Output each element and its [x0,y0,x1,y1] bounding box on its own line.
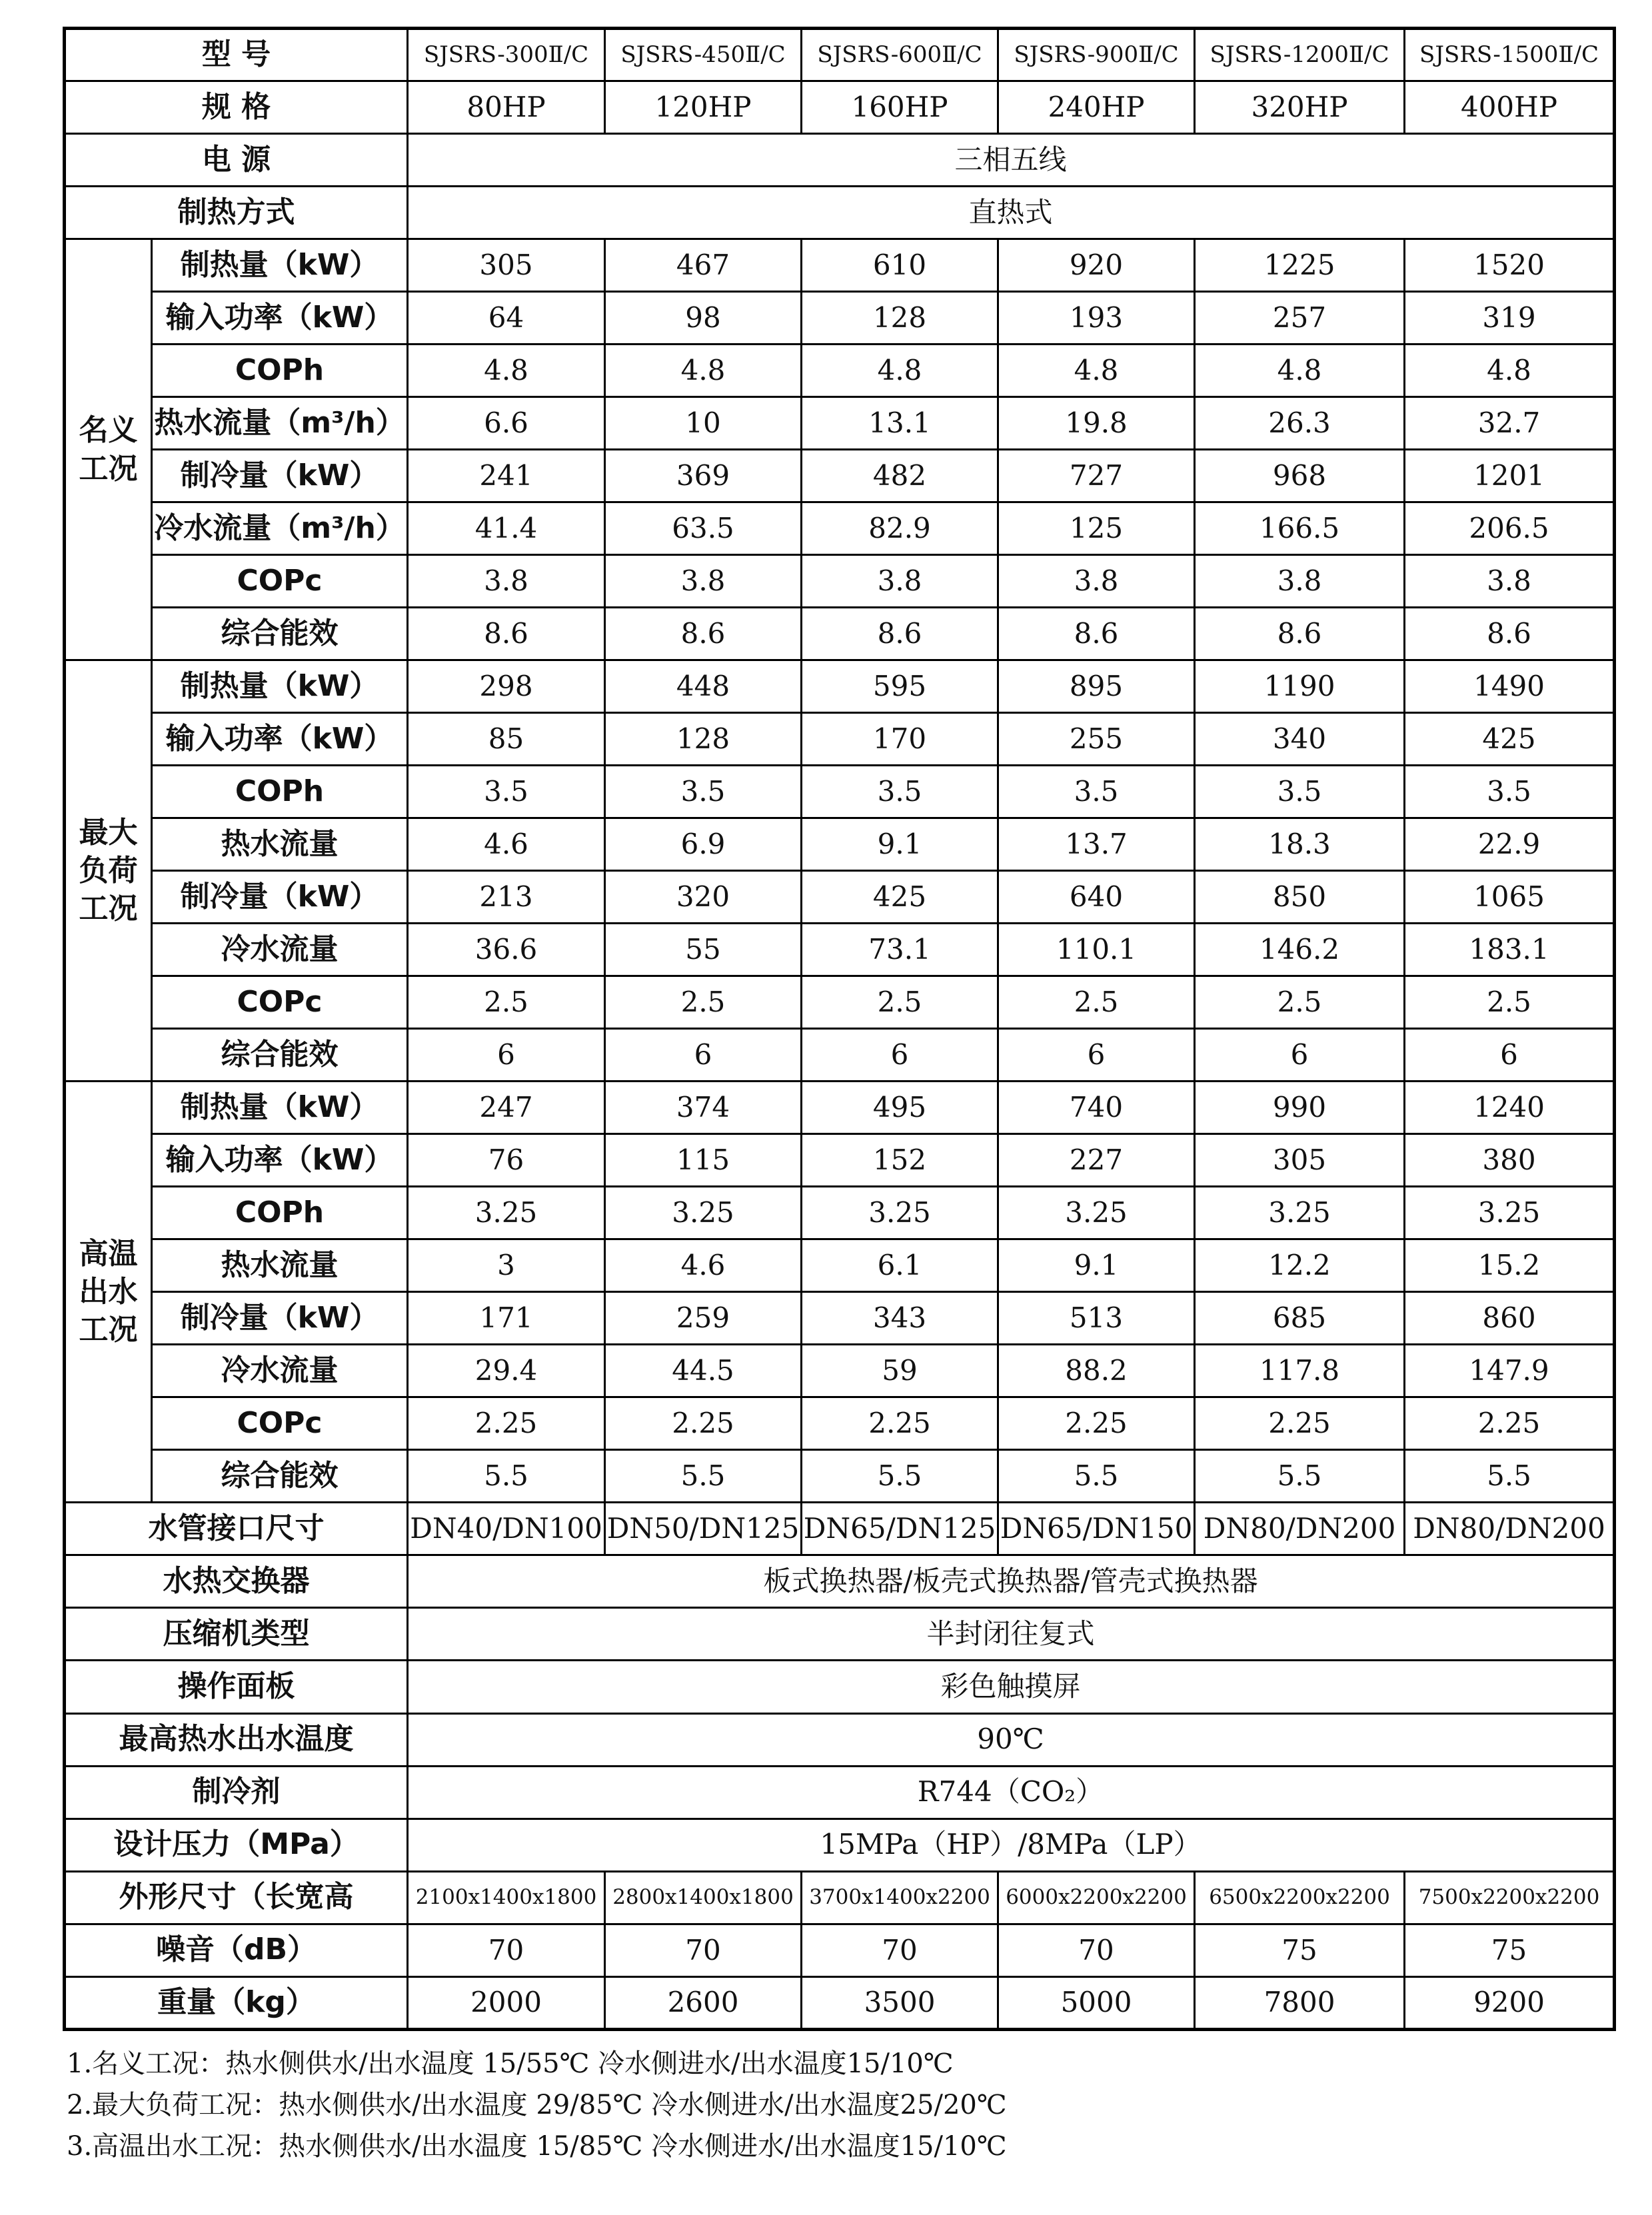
value-cell: 3500 [802,1976,998,2029]
power-row [65,134,1615,187]
condition-row [65,555,1615,608]
value-cell: 3.25 [998,1187,1195,1239]
value-cell: 374 [605,1082,802,1134]
exchanger-row [65,1555,1615,1608]
value-cell: 3.25 [1195,1187,1405,1239]
value-cell: 3.5 [998,766,1195,818]
value-cell: 1240 [1405,1082,1615,1134]
value-cell: 9.1 [998,1239,1195,1292]
value-cell: 7800 [1195,1976,1405,2029]
power-value: 三相五线 [408,134,1615,187]
value-cell: 259 [605,1292,802,1345]
refrigerant-value: R744（CO₂） [408,1766,1615,1819]
value-cell: 213 [408,871,605,924]
parameter-label: COPc [152,976,408,1029]
heating-mode-row [65,187,1615,239]
value-cell: DN50/DN125 [605,1503,802,1555]
value-cell: 193 [998,292,1195,345]
value-cell: 12.2 [1195,1239,1405,1292]
value-cell: 425 [1405,713,1615,766]
value-cell: 206.5 [1405,502,1615,555]
value-cell: 3700x1400x2200 [802,1871,998,1924]
value-cell: SJSRS-600Ⅱ/C [802,29,998,81]
value-cell: 8.6 [605,608,802,660]
value-cell: 3.5 [1405,766,1615,818]
value-cell: 6 [1195,1029,1405,1082]
value-cell: 59 [802,1345,998,1397]
value-cell: 8.6 [998,608,1195,660]
condition-row [65,1134,1615,1187]
value-cell: 7500x2200x2200 [1405,1871,1615,1924]
value-cell: 369 [605,450,802,502]
parameter-label: COPh [152,766,408,818]
value-cell: 3.8 [1405,555,1615,608]
value-cell: 227 [998,1134,1195,1187]
value-cell: 319 [1405,292,1615,345]
footnote-2: 2.最大负荷工况：热水侧供水/出水温度 29/85℃ 冷水侧进水/出水温度25/20℃ [67,2090,1007,2120]
parameter-label: COPh [152,1187,408,1239]
condition-row [65,660,1615,713]
parameter-label: 热水流量（m³/h） [152,397,408,450]
condition-row [65,871,1615,924]
value-cell: 9200 [1405,1976,1615,2029]
value-cell: 2.5 [1195,976,1405,1029]
value-cell: 1201 [1405,450,1615,502]
condition-row [65,292,1615,345]
value-cell: 6.6 [408,397,605,450]
value-cell: 247 [408,1082,605,1134]
parameter-label: 输入功率（kW） [152,1134,408,1187]
value-cell: 257 [1195,292,1405,345]
value-cell: 26.3 [1195,397,1405,450]
value-cell: 4.6 [408,818,605,871]
value-cell: 2.5 [802,976,998,1029]
value-cell: 340 [1195,713,1405,766]
value-cell: 4.8 [605,345,802,397]
compressor-row [65,1608,1615,1661]
value-cell: 482 [802,450,998,502]
condition-row [65,976,1615,1029]
parameter-label: 制热量（kW） [152,239,408,292]
value-cell: 513 [998,1292,1195,1345]
parameter-label: COPh [152,345,408,397]
condition-row [65,1187,1615,1239]
parameter-label: 冷水流量 [152,924,408,976]
value-cell: 18.3 [1195,818,1405,871]
value-cell: 5.5 [1405,1450,1615,1503]
dimensions-label: 外形尺寸（长宽高 [65,1871,408,1924]
value-cell: SJSRS-450Ⅱ/C [605,29,802,81]
value-cell: 29.4 [408,1345,605,1397]
parameter-label: 制冷量（kW） [152,1292,408,1345]
value-cell: 2.25 [1195,1397,1405,1450]
noise-label: 噪音（dB） [65,1924,408,1976]
value-cell: 128 [605,713,802,766]
value-cell: 19.8 [998,397,1195,450]
value-cell: 6 [605,1029,802,1082]
value-cell: 125 [998,502,1195,555]
weight-label: 重量（kg） [65,1976,408,2029]
value-cell: 8.6 [408,608,605,660]
value-cell: 1190 [1195,660,1405,713]
value-cell: 4.8 [1405,345,1615,397]
value-cell: DN40/DN100 [408,1503,605,1555]
value-cell: 6 [408,1029,605,1082]
value-cell: 425 [802,871,998,924]
value-cell: DN80/DN200 [1405,1503,1615,1555]
compressor-label: 压缩机类型 [65,1608,408,1661]
value-cell: 2.5 [408,976,605,1029]
value-cell: 3 [408,1239,605,1292]
value-cell: 183.1 [1405,924,1615,976]
weight-row [65,1976,1615,2029]
value-cell: 2.5 [998,976,1195,1029]
value-cell: 73.1 [802,924,998,976]
value-cell: 895 [998,660,1195,713]
value-cell: 1520 [1405,239,1615,292]
value-cell: 9.1 [802,818,998,871]
value-cell: 3.25 [802,1187,998,1239]
condition-row [65,818,1615,871]
value-cell: 22.9 [1405,818,1615,871]
value-cell: 6 [802,1029,998,1082]
parameter-label: 综合能效 [152,1450,408,1503]
value-cell: 6000x2200x2200 [998,1871,1195,1924]
condition-row [65,1292,1615,1345]
spec-table [63,27,1616,2031]
value-cell: 1490 [1405,660,1615,713]
value-cell: 5.5 [802,1450,998,1503]
value-cell: 32.7 [1405,397,1615,450]
condition-row [65,1397,1615,1450]
dimensions-row [65,1871,1615,1924]
value-cell: 146.2 [1195,924,1405,976]
value-cell: 8.6 [802,608,998,660]
value-cell: 3.8 [1195,555,1405,608]
value-cell: 241 [408,450,605,502]
value-cell: SJSRS-900Ⅱ/C [998,29,1195,81]
value-cell: 128 [802,292,998,345]
panel-row [65,1661,1615,1713]
value-cell: 117.8 [1195,1345,1405,1397]
value-cell: 255 [998,713,1195,766]
pipe-label: 水管接口尺寸 [65,1503,408,1555]
value-cell: 2.25 [408,1397,605,1450]
condition-row [65,502,1615,555]
value-cell: 85 [408,713,605,766]
value-cell: 968 [1195,450,1405,502]
value-cell: 2600 [605,1976,802,2029]
parameter-label: 制冷量（kW） [152,871,408,924]
value-cell: 110.1 [998,924,1195,976]
value-cell: 640 [998,871,1195,924]
value-cell: 3.5 [605,766,802,818]
condition-row [65,766,1615,818]
condition-group-label: 名义工况 [65,239,152,660]
spec-row [65,81,1615,134]
value-cell: 41.4 [408,502,605,555]
value-cell: 3.8 [802,555,998,608]
value-cell: SJSRS-1500Ⅱ/C [1405,29,1615,81]
value-cell: 685 [1195,1292,1405,1345]
value-cell: 3.5 [1195,766,1405,818]
refrigerant-row [65,1766,1615,1819]
value-cell: 98 [605,292,802,345]
value-cell: 860 [1405,1292,1615,1345]
value-cell: 3.8 [605,555,802,608]
value-cell: 2.5 [605,976,802,1029]
value-cell: 2800x1400x1800 [605,1871,802,1924]
value-cell: 4.8 [802,345,998,397]
value-cell: 2.25 [998,1397,1195,1450]
parameter-label: 热水流量 [152,818,408,871]
value-cell: 88.2 [998,1345,1195,1397]
heating-mode-label: 制热方式 [65,187,408,239]
condition-row [65,1029,1615,1082]
value-cell: 120HP [605,81,802,134]
condition-group-label: 最大负荷工况 [65,660,152,1082]
value-cell: 4.8 [408,345,605,397]
noise-row [65,1924,1615,1976]
value-cell: 36.6 [408,924,605,976]
value-cell: 380 [1405,1134,1615,1187]
value-cell: 160HP [802,81,998,134]
spec-table-body [65,29,1615,2030]
value-cell: 8.6 [1195,608,1405,660]
compressor-value: 半封闭往复式 [408,1608,1615,1661]
power-label: 电 源 [65,134,408,187]
value-cell: 240HP [998,81,1195,134]
parameter-label: 冷水流量 [152,1345,408,1397]
value-cell: 3.5 [802,766,998,818]
value-cell: 170 [802,713,998,766]
value-cell: 5.5 [408,1450,605,1503]
value-cell: 4.8 [1195,345,1405,397]
value-cell: 76 [408,1134,605,1187]
condition-row [65,239,1615,292]
value-cell: 75 [1405,1924,1615,1976]
max-temp-value: 90℃ [408,1713,1615,1766]
value-cell: 320 [605,871,802,924]
max-temp-row [65,1713,1615,1766]
pipe-row [65,1503,1615,1555]
value-cell: SJSRS-1200Ⅱ/C [1195,29,1405,81]
value-cell: 115 [605,1134,802,1187]
value-cell: 2000 [408,1976,605,2029]
value-cell: 6.1 [802,1239,998,1292]
value-cell: 305 [1195,1134,1405,1187]
parameter-label: COPc [152,1397,408,1450]
pressure-value: 15MPa（HP）/8MPa（LP） [408,1819,1615,1871]
value-cell: 1065 [1405,871,1615,924]
value-cell: 6 [998,1029,1195,1082]
panel-label: 操作面板 [65,1661,408,1713]
parameter-label: 输入功率（kW） [152,292,408,345]
value-cell: 55 [605,924,802,976]
condition-row [65,1082,1615,1134]
max-temp-label: 最高热水出水温度 [65,1713,408,1766]
value-cell: 64 [408,292,605,345]
panel-value: 彩色触摸屏 [408,1661,1615,1713]
exchanger-value: 板式换热器/板壳式换热器/管壳式换热器 [408,1555,1615,1608]
value-cell: 70 [802,1924,998,1976]
value-cell: 2100x1400x1800 [408,1871,605,1924]
value-cell: 2.5 [1405,976,1615,1029]
value-cell: DN65/DN125 [802,1503,998,1555]
footnotes [67,2043,1007,2167]
value-cell: DN65/DN150 [998,1503,1195,1555]
value-cell: 343 [802,1292,998,1345]
value-cell: 82.9 [802,502,998,555]
value-cell: 448 [605,660,802,713]
value-cell: 166.5 [1195,502,1405,555]
value-cell: 152 [802,1134,998,1187]
value-cell: 495 [802,1082,998,1134]
footnote-3: 3.高温出水工况：热水侧供水/出水温度 15/85℃ 冷水侧进水/出水温度15/10℃ [67,2131,1007,2162]
value-cell: 727 [998,450,1195,502]
value-cell: 4.8 [998,345,1195,397]
value-cell: 2.25 [802,1397,998,1450]
model-row [65,29,1615,81]
exchanger-label: 水热交换器 [65,1555,408,1608]
parameter-label: 综合能效 [152,1029,408,1082]
value-cell: 5.5 [605,1450,802,1503]
value-cell: 2.25 [1405,1397,1615,1450]
parameter-label: 综合能效 [152,608,408,660]
parameter-label: 制热量（kW） [152,1082,408,1134]
value-cell: 400HP [1405,81,1615,134]
value-cell: 5.5 [1195,1450,1405,1503]
value-cell: 5.5 [998,1450,1195,1503]
value-cell: 171 [408,1292,605,1345]
value-cell: 13.7 [998,818,1195,871]
value-cell: 70 [998,1924,1195,1976]
condition-row [65,924,1615,976]
value-cell: 8.6 [1405,608,1615,660]
value-cell: 2.25 [605,1397,802,1450]
pressure-row [65,1819,1615,1871]
condition-row [65,1239,1615,1292]
value-cell: 3.5 [408,766,605,818]
value-cell: 298 [408,660,605,713]
condition-row [65,608,1615,660]
condition-row [65,450,1615,502]
value-cell: 850 [1195,871,1405,924]
pressure-label: 设计压力（MPa） [65,1819,408,1871]
value-cell: 5000 [998,1976,1195,2029]
parameter-label: 输入功率（kW） [152,713,408,766]
value-cell: 3.25 [605,1187,802,1239]
value-cell: 10 [605,397,802,450]
condition-row [65,397,1615,450]
value-cell: 320HP [1195,81,1405,134]
model-label: 型 号 [65,29,408,81]
value-cell: 70 [408,1924,605,1976]
value-cell: 3.8 [408,555,605,608]
footnote-1: 1.名义工况：热水侧供水/出水温度 15/55℃ 冷水侧进水/出水温度15/10℃ [67,2048,954,2079]
value-cell: 75 [1195,1924,1405,1976]
condition-row [65,1450,1615,1503]
parameter-label: 制热量（kW） [152,660,408,713]
value-cell: DN80/DN200 [1195,1503,1405,1555]
refrigerant-label: 制冷剂 [65,1766,408,1819]
condition-row [65,713,1615,766]
value-cell: 595 [802,660,998,713]
value-cell: 305 [408,239,605,292]
value-cell: 80HP [408,81,605,134]
parameter-label: COPc [152,555,408,608]
value-cell: 990 [1195,1082,1405,1134]
value-cell: 920 [998,239,1195,292]
condition-row [65,345,1615,397]
value-cell: 147.9 [1405,1345,1615,1397]
value-cell: 63.5 [605,502,802,555]
heating-mode-value: 直热式 [408,187,1615,239]
parameter-label: 冷水流量（m³/h） [152,502,408,555]
value-cell: 3.8 [998,555,1195,608]
parameter-label: 制冷量（kW） [152,450,408,502]
value-cell: 3.25 [1405,1187,1615,1239]
value-cell: 6.9 [605,818,802,871]
condition-row [65,1345,1615,1397]
value-cell: 4.6 [605,1239,802,1292]
value-cell: 740 [998,1082,1195,1134]
value-cell: SJSRS-300Ⅱ/C [408,29,605,81]
parameter-label: 热水流量 [152,1239,408,1292]
condition-group-label: 高温出水工况 [65,1082,152,1503]
value-cell: 467 [605,239,802,292]
spec-label: 规 格 [65,81,408,134]
value-cell: 6 [1405,1029,1615,1082]
value-cell: 3.25 [408,1187,605,1239]
value-cell: 70 [605,1924,802,1976]
value-cell: 610 [802,239,998,292]
value-cell: 44.5 [605,1345,802,1397]
value-cell: 13.1 [802,397,998,450]
value-cell: 6500x2200x2200 [1195,1871,1405,1924]
value-cell: 1225 [1195,239,1405,292]
value-cell: 15.2 [1405,1239,1615,1292]
